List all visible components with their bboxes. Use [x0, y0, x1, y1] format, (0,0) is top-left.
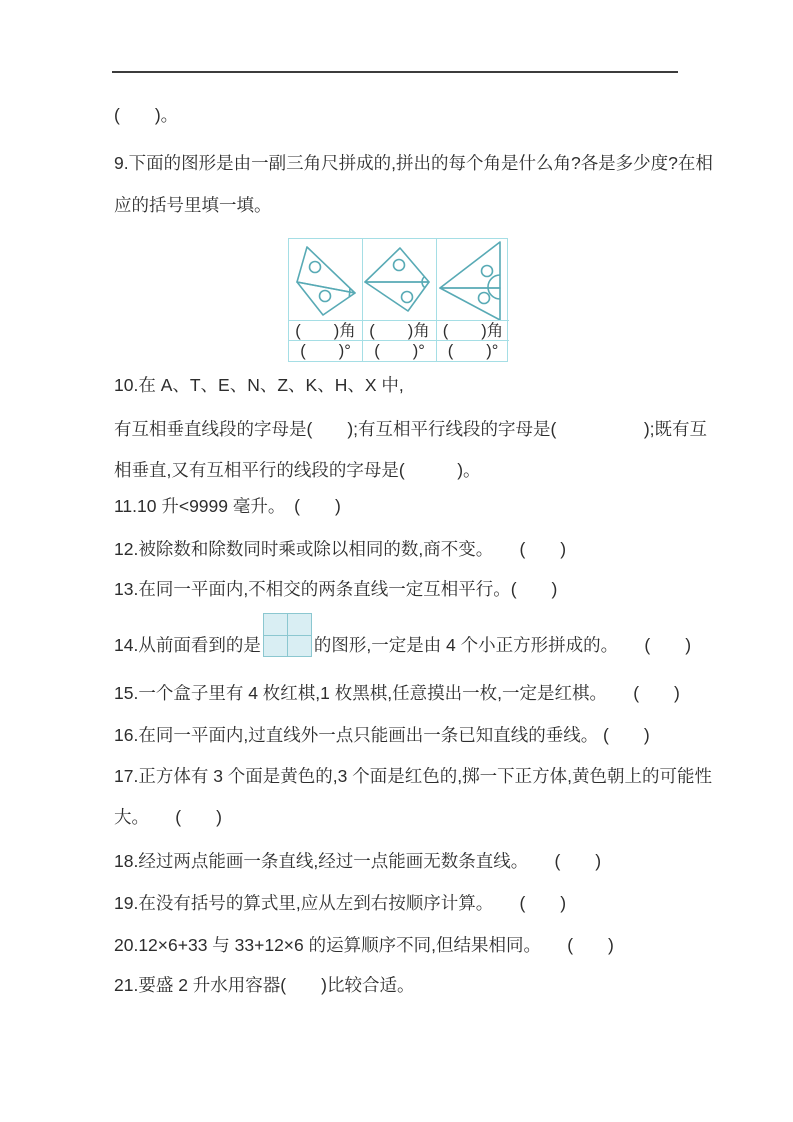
angle-answer-table: [288, 238, 508, 362]
question-15: 15.一个盒子里有 4 枚红棋,1 枚黑棋,任意摸出一枚,一定是红棋。 ( ): [114, 683, 680, 703]
question-21: 21.要盛 2 升水用容器( )比较合适。: [114, 975, 415, 995]
question-14-prefix: 14.从前面看到的是: [114, 635, 261, 655]
figure-cell-2: [363, 239, 437, 321]
question-14: [114, 610, 691, 656]
question-17-line-1: 17.正方体有 3 个面是黄色的,3 个面是红色的,掷一下正方体,黄色朝上的可能性: [114, 766, 712, 786]
degree-blank-cell-3: ( )°: [447, 342, 499, 360]
angle-blank-cell-3: ( )角: [437, 321, 509, 341]
set-square-figure-arrow-left: [437, 239, 509, 320]
figure-cell-1: [289, 239, 363, 321]
question-9-line-1: 9.下面的图形是由一副三角尺拼成的,拼出的每个角是什么角?各是多少度?在相: [114, 153, 713, 173]
question-20: 20.12×6+33 与 33+12×6 的运算顺序不同,但结果相同。 ( ): [114, 935, 614, 955]
set-square-figure-kite-right: [289, 239, 362, 320]
question-13: 13.在同一平面内,不相交的两条直线一定互相平行。( ): [114, 579, 558, 599]
question-19: 19.在没有括号的算式里,应从左到右按顺序计算。 ( ): [114, 893, 567, 913]
question-17-line-2: 大。 ( ): [114, 807, 222, 827]
question-10-line-1: 10.在 A、T、E、N、Z、K、H、X 中,: [114, 375, 404, 395]
question-14-suffix: 的图形,一定是由 4 个小正方形拼成的。 ( ): [313, 635, 692, 655]
question-10-line-2: 有互相垂直线段的字母是( );有互相平行线段的字母是( );既有互: [114, 419, 708, 439]
square-grid-figure: [263, 613, 312, 657]
set-square-figure-diamond: [363, 239, 436, 320]
degree-blank-cell-2: ( )°: [363, 341, 437, 361]
question-16: 16.在同一平面内,过直线外一点只能画出一条已知直线的垂线。 ( ): [114, 725, 650, 745]
angle-blank-cell-2: ( )角: [363, 321, 437, 341]
question-18: 18.经过两点能画一条直线,经过一点能画无数条直线。 ( ): [114, 851, 602, 871]
carryover-blank-line: ( )。: [114, 105, 179, 125]
question-11: 11.10 升<9999 毫升。 ( ): [114, 496, 341, 516]
figure-cell-3: [437, 239, 509, 321]
question-12: 12.被除数和除数同时乘或除以相同的数,商不变。 ( ): [114, 539, 567, 559]
angle-blank-cell-1: ( )角: [289, 321, 363, 341]
question-10-line-3: 相垂直,又有互相平行的线段的字母是( )。: [114, 460, 481, 480]
degree-blank-cell-1: ( )°: [289, 341, 363, 361]
header-rule: [112, 71, 678, 73]
question-9-line-2: 应的括号里填一填。: [114, 195, 272, 215]
